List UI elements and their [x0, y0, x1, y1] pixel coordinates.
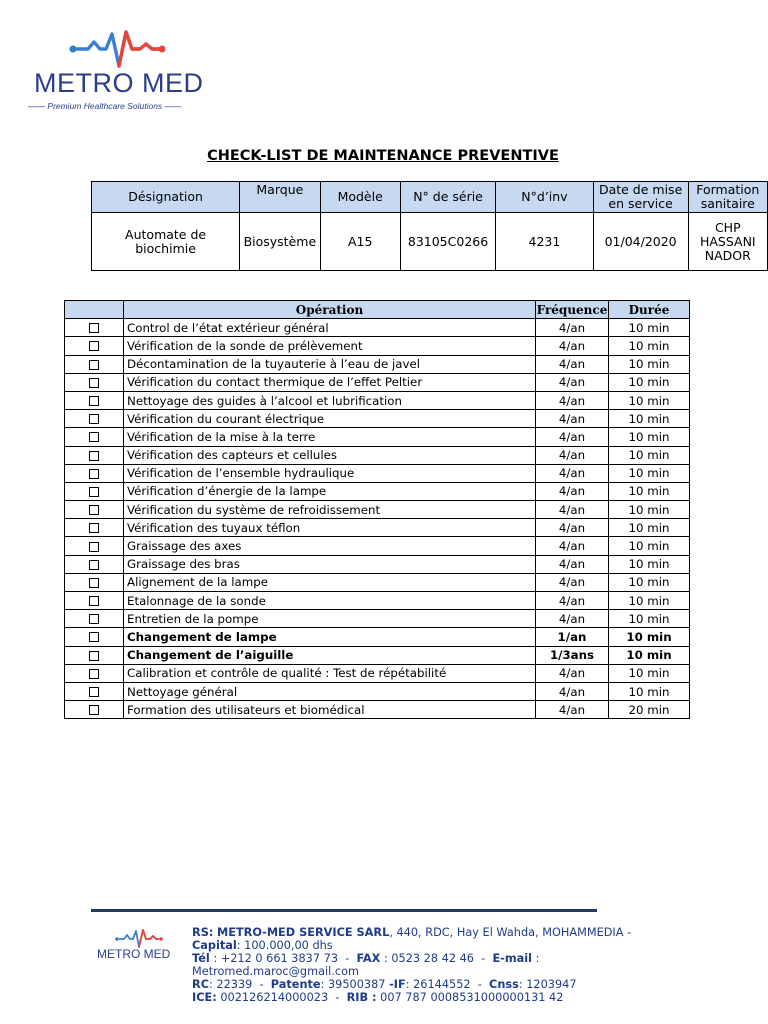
operation-cell: Graissage des bras — [124, 555, 536, 573]
table-row — [65, 573, 690, 591]
operation-cell: Formation des utilisateurs et biomédical — [124, 701, 536, 719]
table-row — [65, 555, 690, 573]
row-checkbox[interactable] — [65, 555, 124, 573]
row-checkbox[interactable] — [65, 410, 124, 428]
duree-cell: 10 min — [609, 464, 690, 482]
checkbox-icon[interactable] — [89, 560, 99, 570]
operation-cell: Vérification de la mise à la terre — [124, 428, 536, 446]
checkbox-header — [65, 301, 124, 319]
equipment-header-marque: Marque — [240, 182, 320, 213]
frequence-cell: 4/an — [536, 664, 609, 682]
duree-cell: 10 min — [609, 555, 690, 573]
operation-cell: Vérification des tuyaux téflon — [124, 519, 536, 537]
table-row — [65, 337, 690, 355]
equipment-value-row — [92, 213, 768, 271]
row-checkbox[interactable] — [65, 501, 124, 519]
table-row — [65, 537, 690, 555]
frequence-cell: 4/an — [536, 701, 609, 719]
company-email: Metromed.maroc@gmail.com — [192, 965, 359, 978]
frequence-cell: 4/an — [536, 519, 609, 537]
operation-cell: Nettoyage général — [124, 682, 536, 700]
table-row — [65, 482, 690, 500]
frequence-cell: 4/an — [536, 464, 609, 482]
checkbox-icon[interactable] — [89, 505, 99, 515]
frequence-cell: 4/an — [536, 682, 609, 700]
checkbox-icon[interactable] — [89, 469, 99, 479]
checkbox-icon[interactable] — [89, 451, 99, 461]
frequence-cell: 4/an — [536, 319, 609, 337]
footer-heartbeat-icon — [95, 928, 175, 948]
row-checkbox[interactable] — [65, 573, 124, 591]
checkbox-icon[interactable] — [89, 632, 99, 642]
equipment-header-date: Date de mise en service — [593, 182, 688, 213]
row-checkbox[interactable] — [65, 446, 124, 464]
table-row — [65, 682, 690, 700]
checkbox-icon[interactable] — [89, 523, 99, 533]
row-checkbox[interactable] — [65, 373, 124, 391]
row-checkbox[interactable] — [65, 610, 124, 628]
operation-cell: Vérification du système de refroidissement — [124, 501, 536, 519]
checkbox-icon[interactable] — [89, 341, 99, 351]
row-checkbox[interactable] — [65, 628, 124, 646]
equipment-formation: CHP HASSANI NADOR — [688, 213, 767, 271]
frequence-cell: 1/an — [536, 628, 609, 646]
equipment-header-modele: Modèle — [320, 182, 400, 213]
footer-logo-name: METRO MED — [97, 947, 171, 961]
operations-table — [64, 300, 690, 719]
logo-tagline: —— Premium Healthcare Solutions —— — [28, 101, 182, 111]
row-checkbox[interactable] — [65, 391, 124, 409]
operation-cell: Alignement de la lampe — [124, 573, 536, 591]
frequence-cell: 4/an — [536, 446, 609, 464]
duree-cell: 10 min — [609, 628, 690, 646]
duree-cell: 10 min — [609, 537, 690, 555]
row-checkbox[interactable] — [65, 482, 124, 500]
checkbox-icon[interactable] — [89, 578, 99, 588]
checkbox-icon[interactable] — [89, 414, 99, 424]
checkbox-icon[interactable] — [89, 705, 99, 715]
table-row — [65, 446, 690, 464]
operation-cell: Calibration et contrôle de qualité : Test de répétabilité — [124, 664, 536, 682]
company-email-line — [192, 965, 762, 978]
table-row — [65, 610, 690, 628]
row-checkbox[interactable] — [65, 646, 124, 664]
equipment-inv: 4231 — [496, 213, 593, 271]
equipment-header-serie: N° de série — [400, 182, 495, 213]
logo-name: METRO MED — [34, 68, 204, 98]
table-row — [65, 592, 690, 610]
checkbox-icon[interactable] — [89, 687, 99, 697]
company-rc-line: RC: 22339 - Patente: 39500387 -IF: 26144552 - Cnss: 1203947 — [192, 978, 577, 991]
checkbox-icon[interactable] — [89, 542, 99, 552]
company-info — [192, 926, 762, 1004]
table-row — [65, 428, 690, 446]
frequence-cell: 4/an — [536, 391, 609, 409]
operation-cell: Nettoyage des guides à l’alcool et lubrification — [124, 391, 536, 409]
operation-cell: Entretien de la pompe — [124, 610, 536, 628]
duree-cell: 10 min — [609, 446, 690, 464]
frequence-cell: 4/an — [536, 337, 609, 355]
operations-body — [65, 319, 690, 719]
checkbox-icon[interactable] — [89, 487, 99, 497]
frequence-cell: 4/an — [536, 482, 609, 500]
duree-cell: 10 min — [609, 355, 690, 373]
footer-logo — [95, 928, 175, 968]
company-logo — [28, 28, 228, 118]
frequence-cell: 4/an — [536, 592, 609, 610]
table-row — [65, 646, 690, 664]
checkbox-icon[interactable] — [89, 651, 99, 661]
checkbox-icon[interactable] — [89, 596, 99, 606]
frequence-cell: 4/an — [536, 355, 609, 373]
frequence-cell: 4/an — [536, 555, 609, 573]
frequence-cell: 4/an — [536, 428, 609, 446]
row-checkbox[interactable] — [65, 464, 124, 482]
operation-cell: Vérification de la sonde de prélèvement — [124, 337, 536, 355]
equipment-header-designation: Désignation — [92, 182, 240, 213]
frequence-header: Fréquence — [536, 301, 609, 319]
duree-cell: 10 min — [609, 428, 690, 446]
duree-cell: 10 min — [609, 592, 690, 610]
table-row — [65, 355, 690, 373]
duree-cell: 10 min — [609, 519, 690, 537]
checkbox-icon[interactable] — [89, 360, 99, 370]
heartbeat-logo-icon — [28, 28, 228, 73]
table-row — [65, 701, 690, 719]
operation-cell: Vérification du courant électrique — [124, 410, 536, 428]
duree-cell: 10 min — [609, 501, 690, 519]
duree-cell: 10 min — [609, 373, 690, 391]
equipment-header-formation: Formation sanitaire — [688, 182, 767, 213]
table-row — [65, 373, 690, 391]
table-row — [65, 628, 690, 646]
checkbox-icon[interactable] — [89, 396, 99, 406]
duree-cell: 10 min — [609, 482, 690, 500]
frequence-cell: 4/an — [536, 537, 609, 555]
operation-cell: Vérification d’énergie de la lampe — [124, 482, 536, 500]
company-contact-line: Tél : +212 0 661 3837 73 - FAX : 0523 28 42 46 - E-mail : — [192, 952, 540, 965]
duree-header: Durée — [609, 301, 690, 319]
operations-header-row — [65, 301, 690, 319]
equipment-modele: A15 — [320, 213, 400, 271]
equipment-serie: 83105C0266 — [400, 213, 495, 271]
table-row — [65, 464, 690, 482]
equipment-table — [91, 181, 768, 271]
operation-cell: Changement de l’aiguille — [124, 646, 536, 664]
table-row — [65, 410, 690, 428]
frequence-cell: 4/an — [536, 373, 609, 391]
row-checkbox[interactable] — [65, 664, 124, 682]
duree-cell: 10 min — [609, 337, 690, 355]
equipment-designation: Automate de biochimie — [92, 213, 240, 271]
operation-cell: Vérification des capteurs et cellules — [124, 446, 536, 464]
table-row — [65, 501, 690, 519]
equipment-header-inv: N°d’inv — [496, 182, 593, 213]
frequence-cell: 4/an — [536, 573, 609, 591]
duree-cell: 10 min — [609, 319, 690, 337]
row-checkbox[interactable] — [65, 428, 124, 446]
frequence-cell: 1/3ans — [536, 646, 609, 664]
company-ice-line: ICE: 002126214000023 - RIB : 007 787 0008531000000131 42 — [192, 991, 564, 1004]
table-row — [65, 319, 690, 337]
duree-cell: 20 min — [609, 701, 690, 719]
equipment-header-row — [92, 182, 768, 213]
equipment-marque: Biosystème — [240, 213, 320, 271]
duree-cell: 10 min — [609, 646, 690, 664]
checkbox-icon[interactable] — [89, 432, 99, 442]
equipment-date: 01/04/2020 — [593, 213, 688, 271]
operation-cell: Décontamination de la tuyauterie à l’eau de javel — [124, 355, 536, 373]
operation-cell: Changement de lampe — [124, 628, 536, 646]
row-checkbox[interactable] — [65, 519, 124, 537]
duree-cell: 10 min — [609, 610, 690, 628]
duree-cell: 10 min — [609, 664, 690, 682]
checkbox-icon[interactable] — [89, 669, 99, 679]
frequence-cell: 4/an — [536, 610, 609, 628]
checkbox-icon[interactable] — [89, 323, 99, 333]
table-row — [65, 519, 690, 537]
row-checkbox[interactable] — [65, 592, 124, 610]
footer-divider — [91, 909, 597, 912]
company-capital-line: Capital: 100.000,00 dhs — [192, 939, 333, 952]
row-checkbox[interactable] — [65, 355, 124, 373]
operation-cell: Vérification du contact thermique de l’effet Peltier — [124, 373, 536, 391]
duree-cell: 10 min — [609, 410, 690, 428]
operation-cell: Vérification de l’ensemble hydraulique — [124, 464, 536, 482]
row-checkbox[interactable] — [65, 537, 124, 555]
duree-cell: 10 min — [609, 391, 690, 409]
operation-cell: Control de l’état extérieur général — [124, 319, 536, 337]
row-checkbox[interactable] — [65, 319, 124, 337]
table-row — [65, 664, 690, 682]
operation-cell: Etalonnage de la sonde — [124, 592, 536, 610]
duree-cell: 10 min — [609, 682, 690, 700]
row-checkbox[interactable] — [65, 682, 124, 700]
checkbox-icon[interactable] — [89, 614, 99, 624]
company-rs-line: RS: METRO-MED SERVICE SARL, 440, RDC, Hay El Wahda, MOHAMMEDIA - — [192, 926, 632, 939]
duree-cell: 10 min — [609, 573, 690, 591]
frequence-cell: 4/an — [536, 501, 609, 519]
row-checkbox[interactable] — [65, 701, 124, 719]
table-row — [65, 391, 690, 409]
operation-cell: Graissage des axes — [124, 537, 536, 555]
checkbox-icon[interactable] — [89, 378, 99, 388]
frequence-cell: 4/an — [536, 410, 609, 428]
row-checkbox[interactable] — [65, 337, 124, 355]
page-title: CHECK-LIST DE MAINTENANCE PREVENTIVE — [207, 148, 559, 164]
operation-header: Opération — [124, 301, 536, 319]
